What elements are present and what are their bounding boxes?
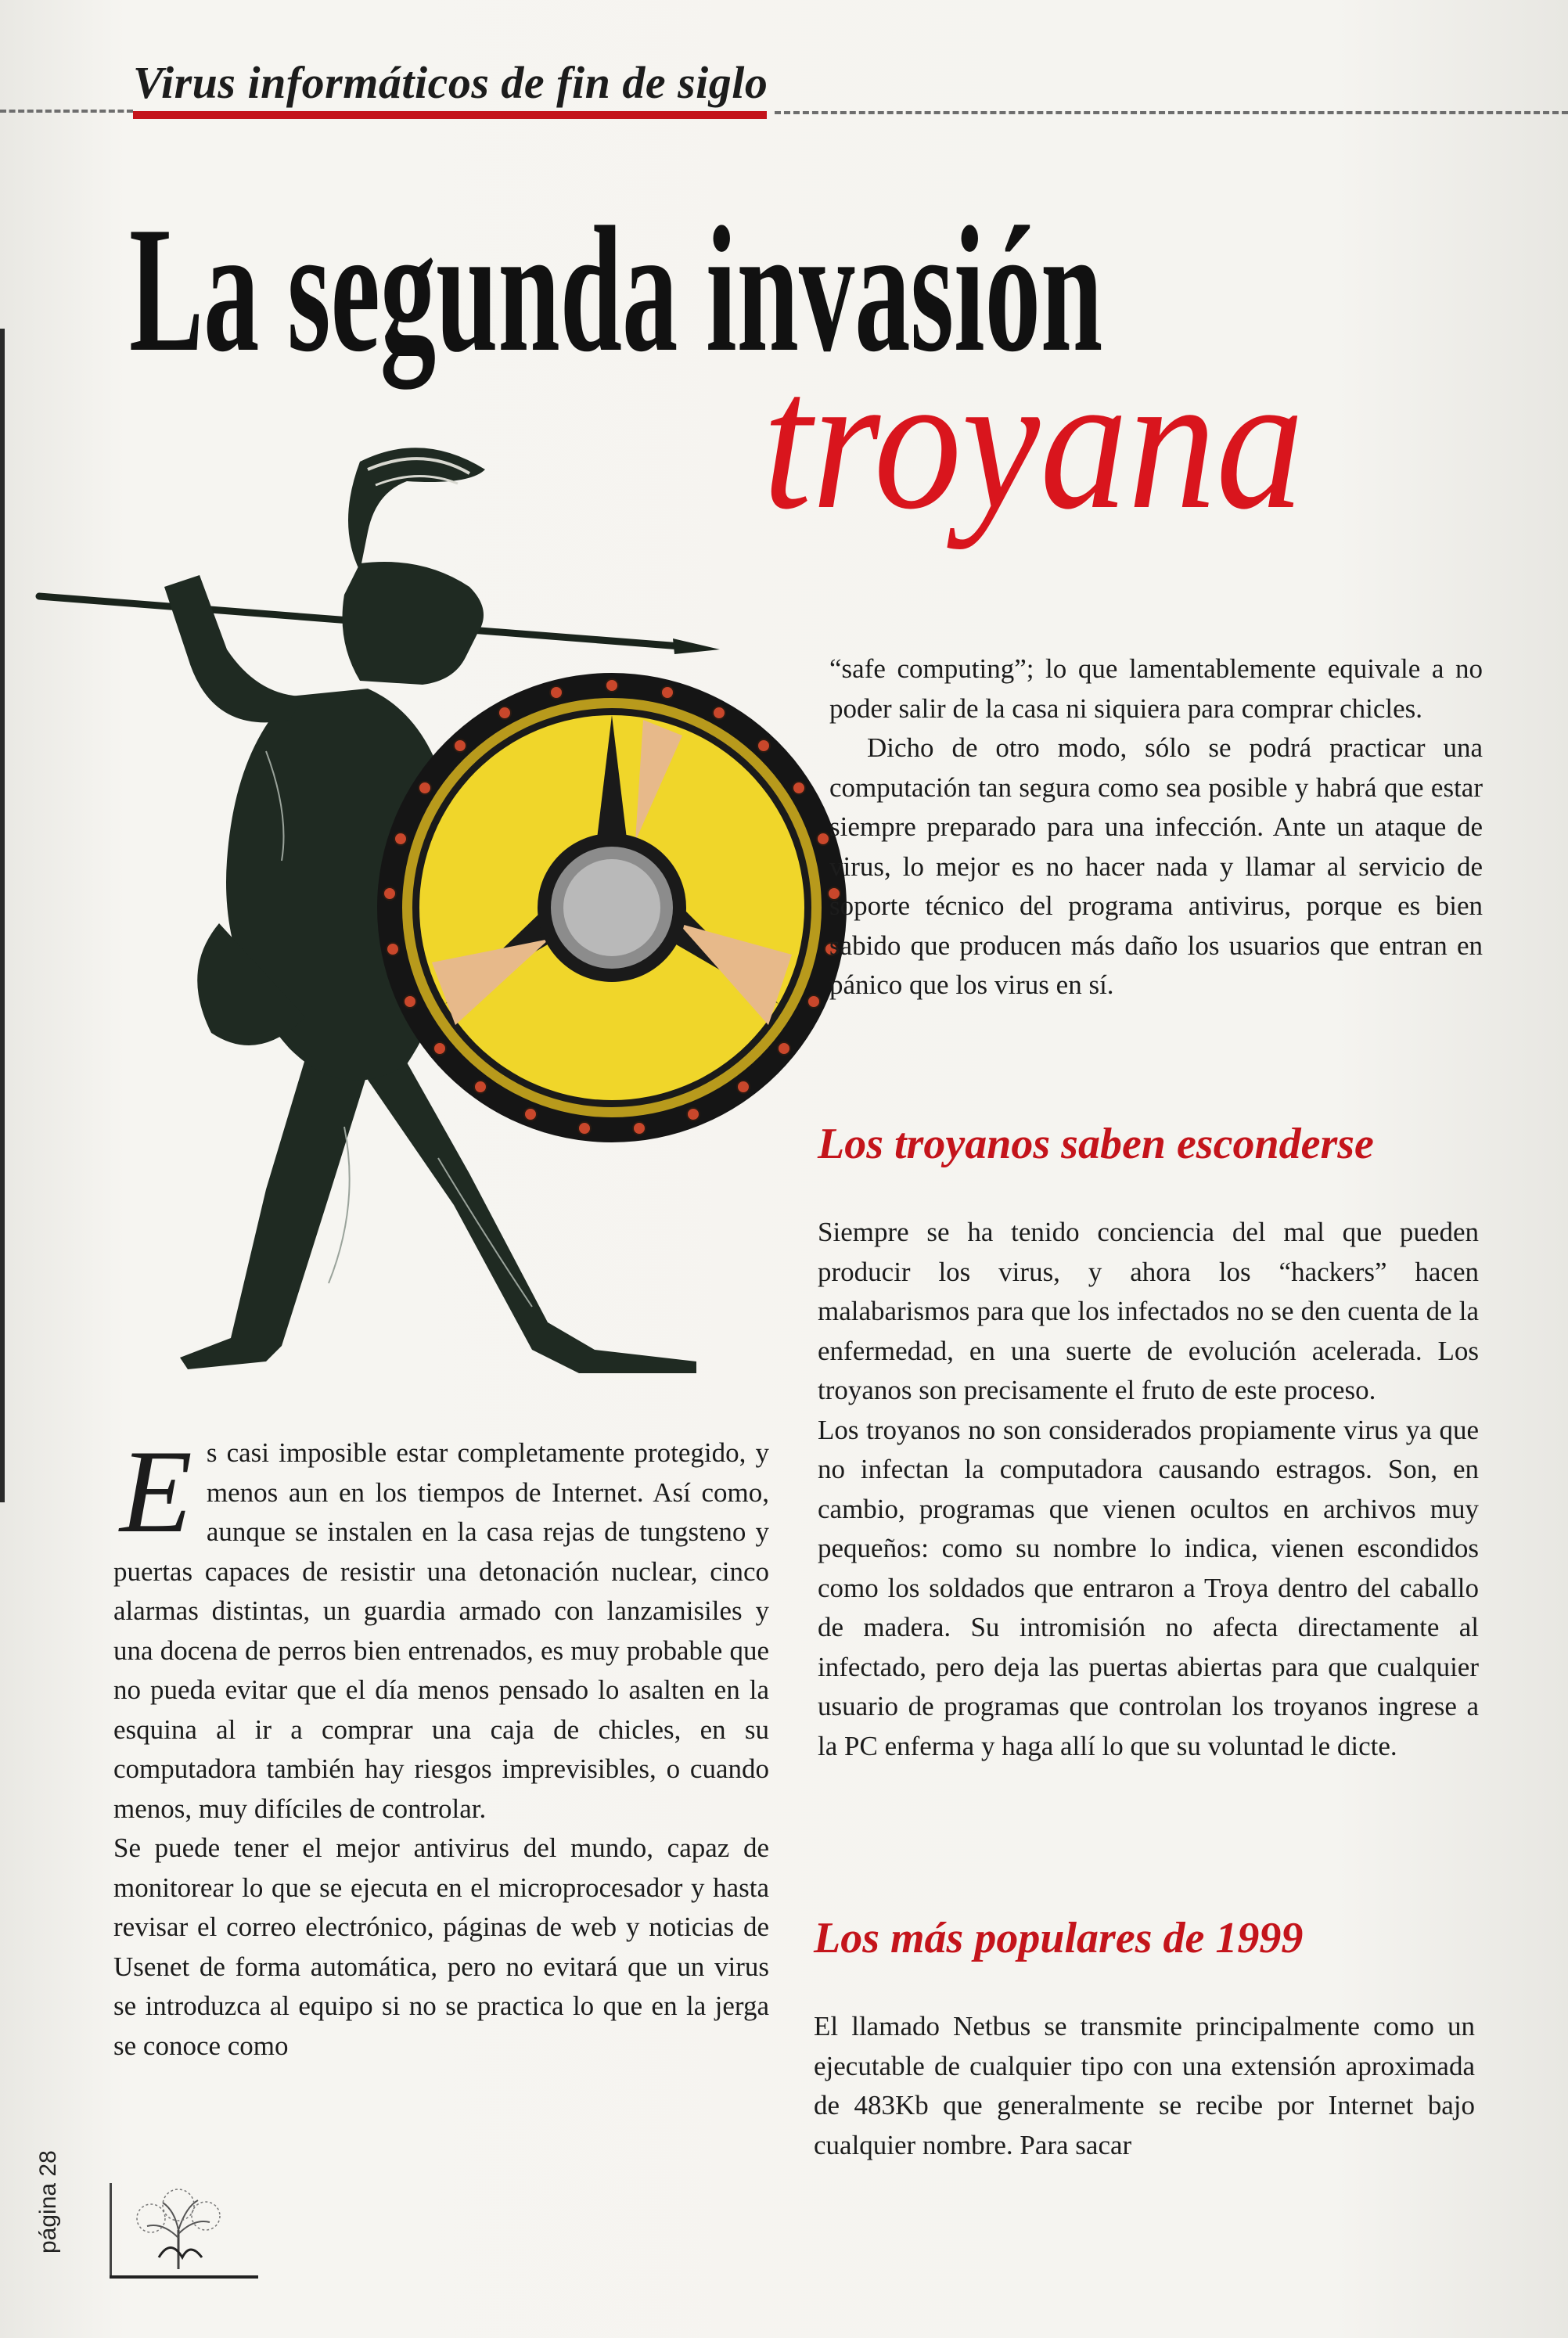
section-2-title: Los más populares de 1999	[814, 1914, 1304, 1962]
intro-paragraph-2: Se puede tener el mejor antivirus del mundo, capaz de monitorear lo que se ejecuta en el microprocesador y hasta revisar el correo electrónico, páginas de web y noticias de Usenet de forma automática, pero no evitará que un virus se introduzca al equipo si no se practica lo que en la jerga se conoce como	[113, 1833, 769, 2061]
section-2-text	[814, 2007, 1475, 2165]
page-number: página 28	[35, 2150, 61, 2253]
intro-text	[113, 1426, 769, 2066]
section-1-text	[818, 1213, 1479, 1766]
header-red-underline	[133, 111, 767, 119]
section-header-title: Virus informáticos de fin de siglo	[133, 57, 768, 108]
intro-paragraph-1: s casi imposible estar completamente protegido, y menos aun en los tiempos de Internet. Así como, aunque se instalen en la casa rejas de tungsteno y puertas capaces de resistir una detonación nuclear, cinco alarmas distintas, un guardia armado con lanzamisiles y una docena de perros bien entrenados, es muy probable que no pueda evitar que el día menos pensado lo asalten en la esquina al ir a comprar una caja de chicles, en su computadora también hay riesgos imprevisibles, o cuando menos, muy difíciles de controlar.	[113, 1437, 769, 1824]
headline-sub: troyana	[763, 333, 1304, 550]
section-1-title: Los troyanos saben esconderse	[818, 1120, 1374, 1168]
intro-dropcap: E	[120, 1426, 192, 1557]
hoplite-warrior-illustration	[31, 423, 861, 1401]
footer-vertical-rule	[110, 2183, 112, 2277]
section-2-paragraph-1: El llamado Netbus se transmite principalmente como un ejecutable de cualquier tipo con una extensión aproximada de 483Kb que generalmente se recibe por Internet bajo cualquier nombre. Para sacar	[814, 2011, 1475, 2160]
section-1-paragraph-2: Los troyanos no son considerados propiamente virus ya que no infectan la computadora causando estragos. Son, en cambio, programas que vienen ocultos en archivos muy pequeños: como su nombre lo indica, vienen escondidos como los soldados que entraron a Troya dentro del caballo de madera. Su intromisión no afecta directamente al infectado, pero deja las puertas abiertas para que cualquier usuario de programas que controlan los troyanos ingrese a la PC enferma y haga allí lo que su voluntad le dicte.	[818, 1414, 1479, 1761]
headline-main: La segunda invasión	[129, 189, 1103, 389]
continuation-paragraph-1: “safe computing”; lo que lamentablemente equivale a no poder salir de la casa ni siquiera para comprar chicles.	[829, 653, 1483, 724]
page-edge-shadow	[0, 329, 5, 1502]
continuation-text	[829, 649, 1483, 1005]
section-1-paragraph-1: Siempre se ha tenido conciencia del mal que pueden producir los virus, y ahora los “hackers” hacen malabarismos para que los infectados no se den cuenta de la enfermedad, en una suerte de evolución acelerada. Los troyanos son precisamente el fruto de este proceso.	[818, 1217, 1479, 1405]
tree-logo-icon	[116, 2183, 241, 2277]
footer-rule	[110, 2275, 258, 2279]
header-dash-right	[775, 111, 1568, 114]
header-dash-left	[0, 110, 133, 113]
continuation-paragraph-2: Dicho de otro modo, sólo se podrá practicar una computación tan segura como sea posible y habrá que estar siempre preparado para una infección. Ante un ataque de virus, lo mejor es no hacer nada y llamar al servicio de soporte técnico del programa antivirus, porque es bien sabido que producen más daño los usuarios que entran en pánico que los virus en sí.	[829, 732, 1483, 1000]
